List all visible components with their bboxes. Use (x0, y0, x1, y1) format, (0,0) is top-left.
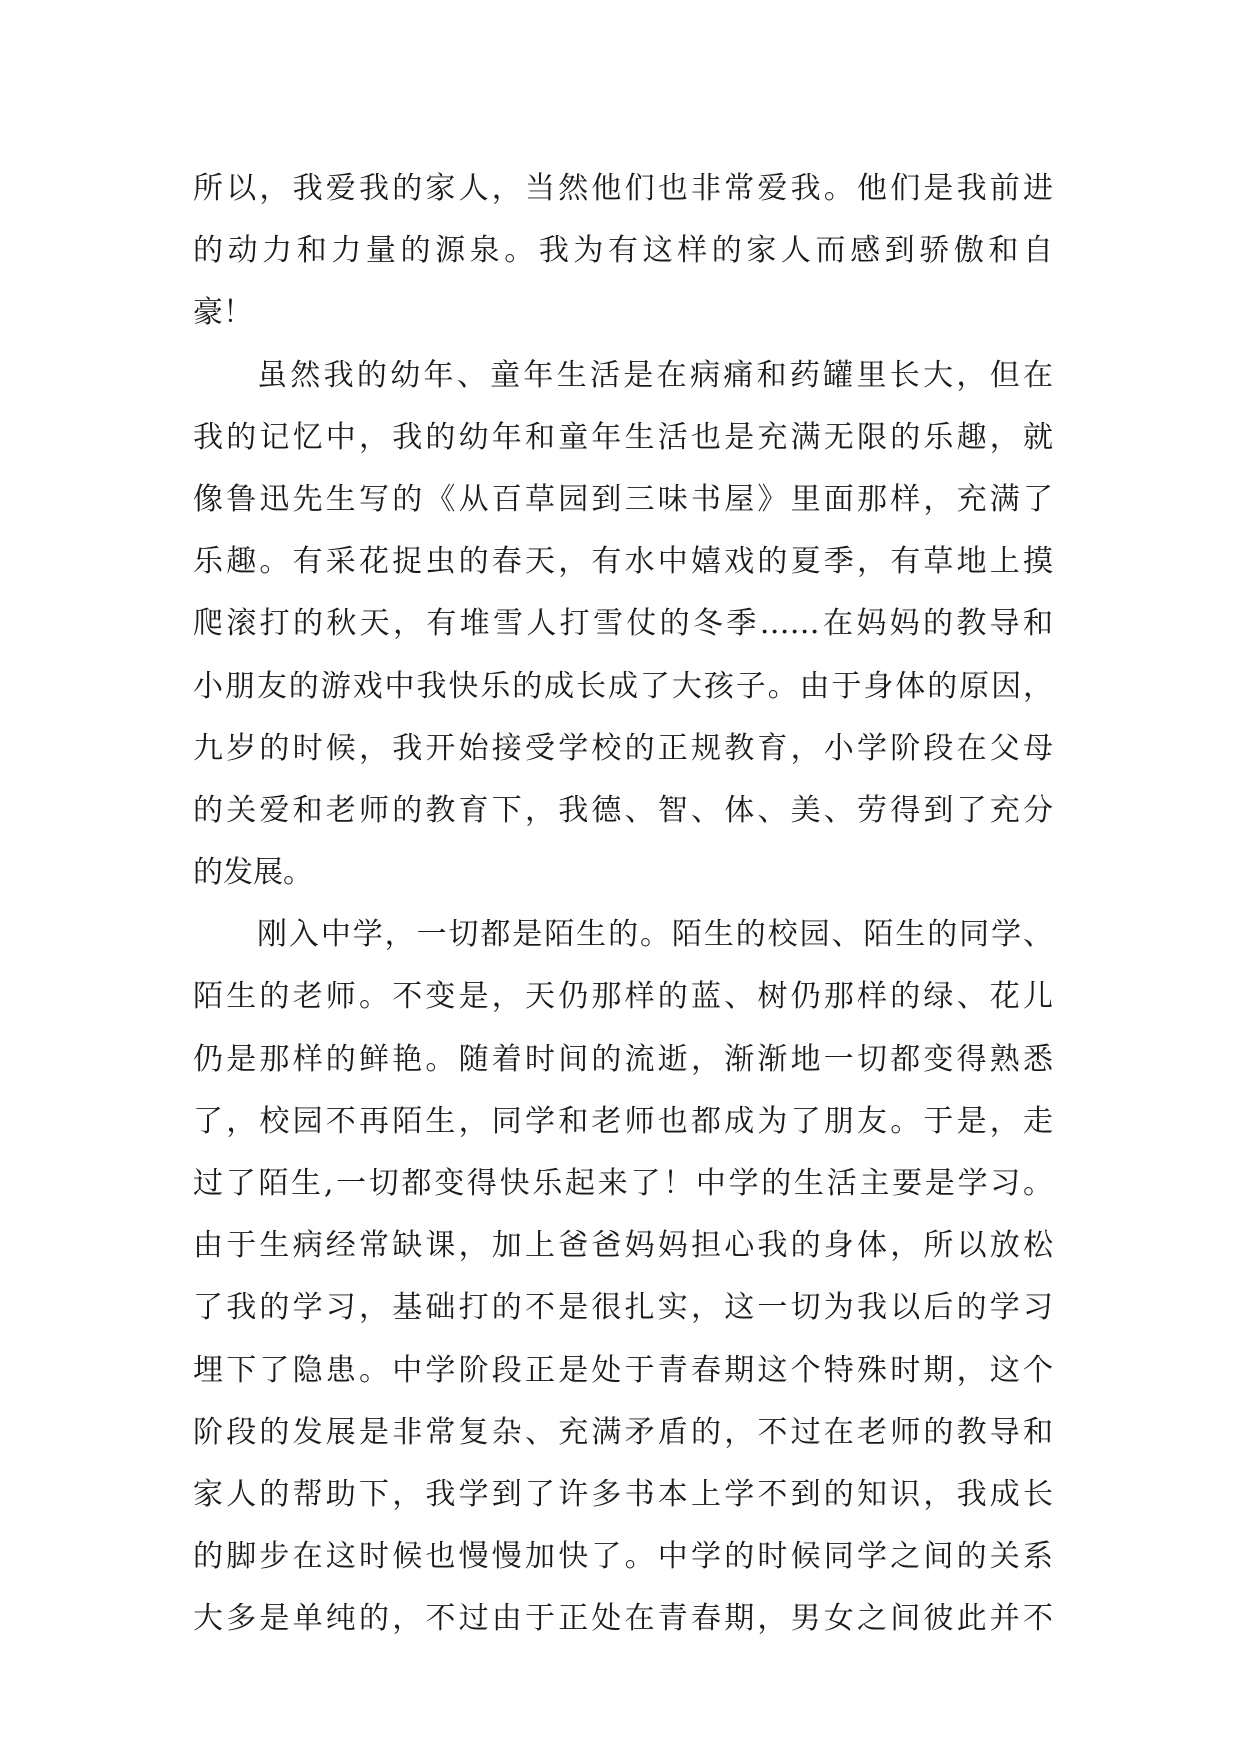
text-line: 的动力和力量的源泉。我为有这样的家人而感到骄傲和自 (193, 233, 1053, 269)
text-line: 由于生病经常缺课，加上爸爸妈妈担心我的身体，所以放松 (193, 1228, 1053, 1264)
text-line: 的脚步在这时候也慢慢加快了。中学的时候同学之间的关系 (193, 1539, 1053, 1575)
text-line: 埋下了隐患。中学阶段正是处于青春期这个特殊时期，这个 (193, 1352, 1053, 1388)
text-line: 九岁的时候，我开始接受学校的正规教育，小学阶段在父母 (193, 730, 1053, 766)
text-line: 豪！ (193, 295, 253, 331)
text-line: 爬滚打的秋天，有堆雪人打雪仗的冬季……在妈妈的教导和 (193, 606, 1053, 642)
text-line: 小朋友的游戏中我快乐的成长成了大孩子。由于身体的原因， (193, 668, 1053, 704)
text-line: 了我的学习，基础打的不是很扎实，这一切为我以后的学习 (193, 1290, 1053, 1326)
body-text (193, 158, 1053, 1651)
text-line: 的关爱和老师的教育下，我德、智、体、美、劳得到了充分 (193, 792, 1053, 828)
text-line: 像鲁迅先生写的《从百草园到三味书屋》里面那样，充满了 (193, 481, 1053, 517)
text-line: 虽然我的幼年、童年生活是在病痛和药罐里长大，但在 (257, 357, 1053, 393)
text-line: 我的记忆中，我的幼年和童年生活也是充满无限的乐趣，就 (193, 419, 1053, 455)
text-line: 乐趣。有采花捉虫的春天，有水中嬉戏的夏季，有草地上摸 (193, 544, 1053, 580)
text-line: 陌生的老师。不变是，天仍那样的蓝、树仍那样的绿、花儿 (193, 979, 1053, 1015)
text-line: 仍是那样的鲜艳。随着时间的流逝，渐渐地一切都变得熟悉 (193, 1041, 1053, 1077)
text-line: 所以，我爱我的家人，当然他们也非常爱我。他们是我前进 (193, 171, 1053, 206)
text-line: 家人的帮助下，我学到了许多书本上学不到的知识，我成长 (193, 1476, 1053, 1512)
text-line: 刚入中学，一切都是陌生的。陌生的校园、陌生的同学、 (257, 917, 1053, 953)
text-line: 大多是单纯的，不过由于正处在青春期，男女之间彼此并不 (193, 1601, 1053, 1637)
text-line: 过了陌生,一切都变得快乐起来了！中学的生活主要是学习。 (193, 1166, 1053, 1201)
text-line: 了，校园不再陌生，同学和老师也都成为了朋友。于是，走 (193, 1103, 1053, 1139)
text-line: 阶段的发展是非常复杂、充满矛盾的，不过在老师的教导和 (193, 1414, 1053, 1450)
text-line: 的发展。 (193, 855, 313, 891)
